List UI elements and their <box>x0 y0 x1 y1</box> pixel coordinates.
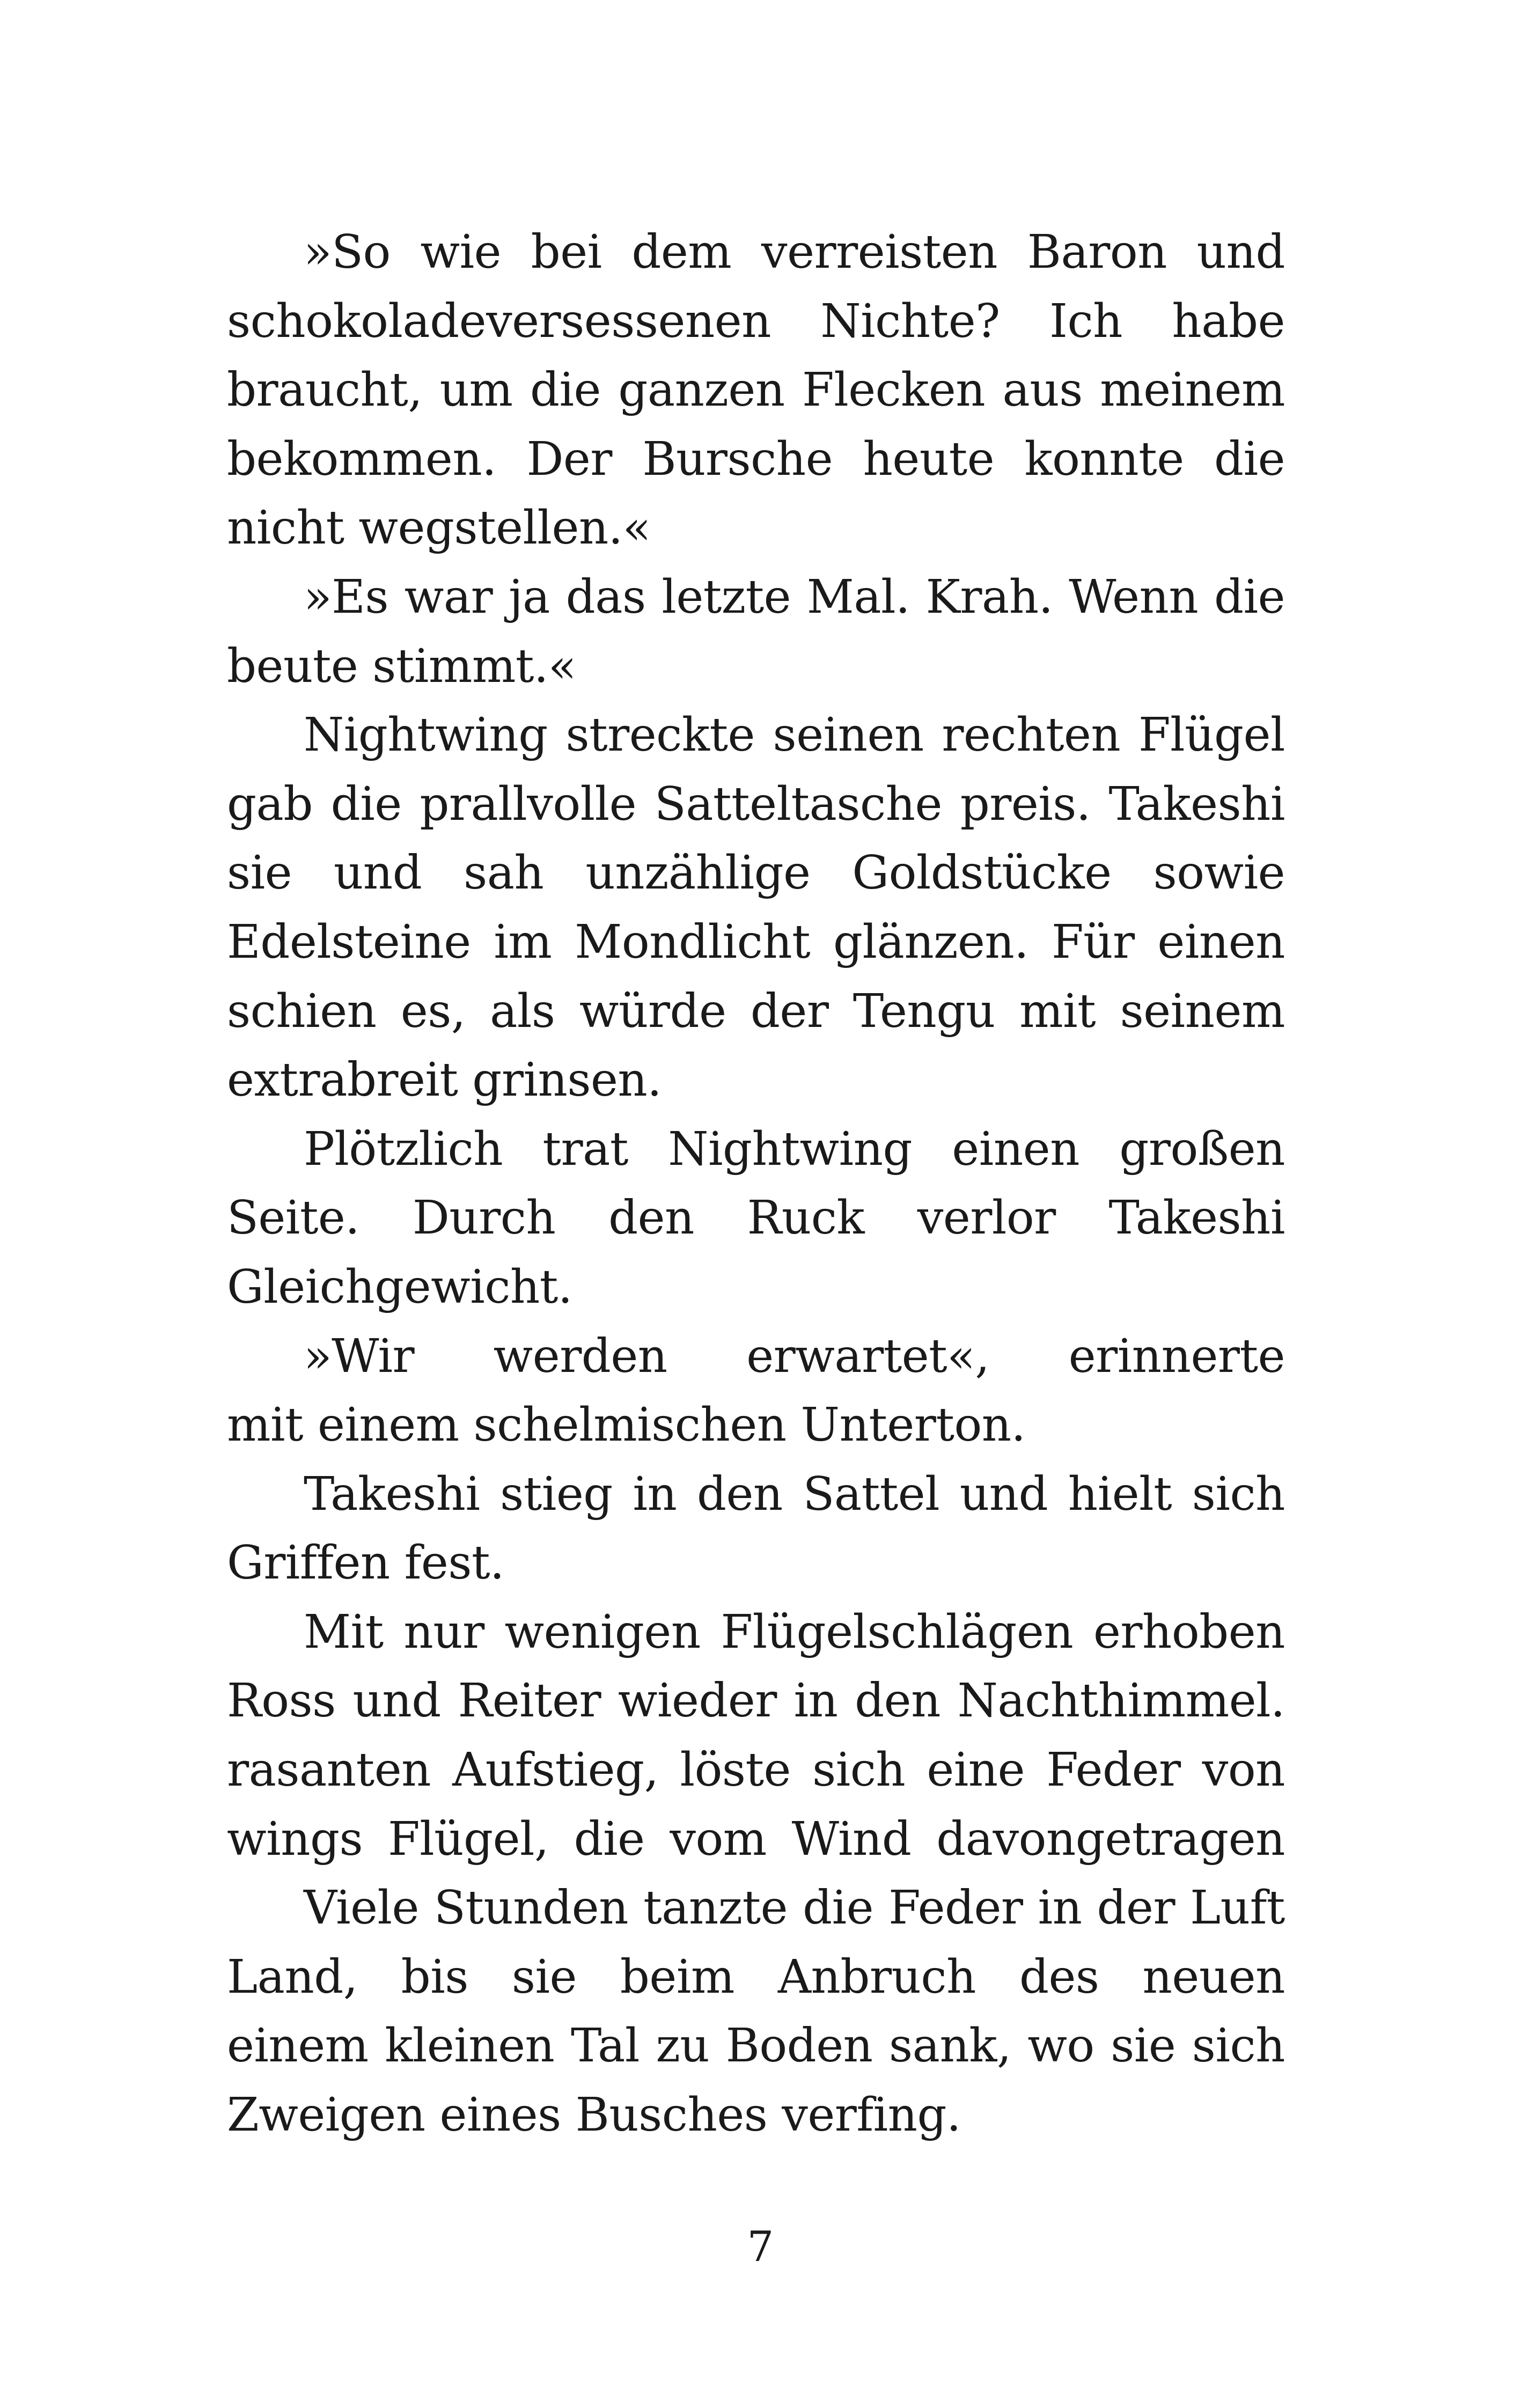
text-line: einem kleinen Tal zu Boden sank, wo sie sich <box>227 2019 1285 2073</box>
text-line: wings Flügel, die vom Wind davongetragen <box>227 1812 1285 1866</box>
paragraph-first-line: Plötzlich trat Nightwing einen großen <box>304 1122 1285 1176</box>
text-line: nicht wegstellen.« <box>227 501 651 555</box>
text-line: Ross und Reiter wieder in den Nachthimmel. <box>227 1674 1285 1728</box>
text-line: Land, bis sie beim Anbruch des neuen <box>227 1950 1285 2004</box>
text-line: Griffen fest. <box>227 1536 504 1590</box>
text-line: Seite. Durch den Ruck verlor Takeshi <box>227 1191 1285 1245</box>
text-line: Edelsteine im Mondlicht glänzen. Für einen <box>227 915 1285 969</box>
paragraph-first-line: Viele Stunden tanzte die Feder in der Luft <box>304 1881 1285 1935</box>
paragraph-first-line: Takeshi stieg in den Sattel und hielt sich <box>304 1467 1285 1521</box>
text-line: mit einem schelmischen Unterton. <box>227 1398 1026 1452</box>
text-line: beute stimmt.« <box>227 639 576 693</box>
paragraph-first-line: »So wie bei dem verreisten Baron und <box>304 225 1285 279</box>
text-line: Zweigen eines Busches verfing. <box>227 2088 961 2142</box>
paragraph-first-line: Mit nur wenigen Flügelschlägen erhoben <box>304 1605 1285 1659</box>
body-text <box>227 218 1285 2150</box>
text-line: schokoladeversessenen Nichte? Ich habe <box>227 294 1285 348</box>
page-number: 7 <box>747 2223 774 2271</box>
text-line: extrabreit grinsen. <box>227 1053 662 1107</box>
paragraph-first-line: »Wir werden erwartet«, erinnerte <box>304 1329 1285 1383</box>
text-line: braucht, um die ganzen Flecken aus meinem <box>227 363 1285 417</box>
paragraph-first-line: Nightwing streckte seinen rechten Flügel <box>304 708 1285 762</box>
text-line: Gleichgewicht. <box>227 1260 572 1314</box>
paragraph-first-line: »Es war ja das letzte Mal. Krah. Wenn die <box>304 570 1285 624</box>
text-line: bekommen. Der Bursche heute konnte die <box>227 432 1285 486</box>
text-line: gab die prallvolle Satteltasche preis. Takeshi <box>227 777 1285 831</box>
text-line: rasanten Aufstieg, löste sich eine Feder von <box>227 1743 1285 1797</box>
text-line: schien es, als würde der Tengu mit seinem <box>227 984 1285 1038</box>
text-line: sie und sah unzählige Goldstücke sowie <box>227 846 1285 900</box>
